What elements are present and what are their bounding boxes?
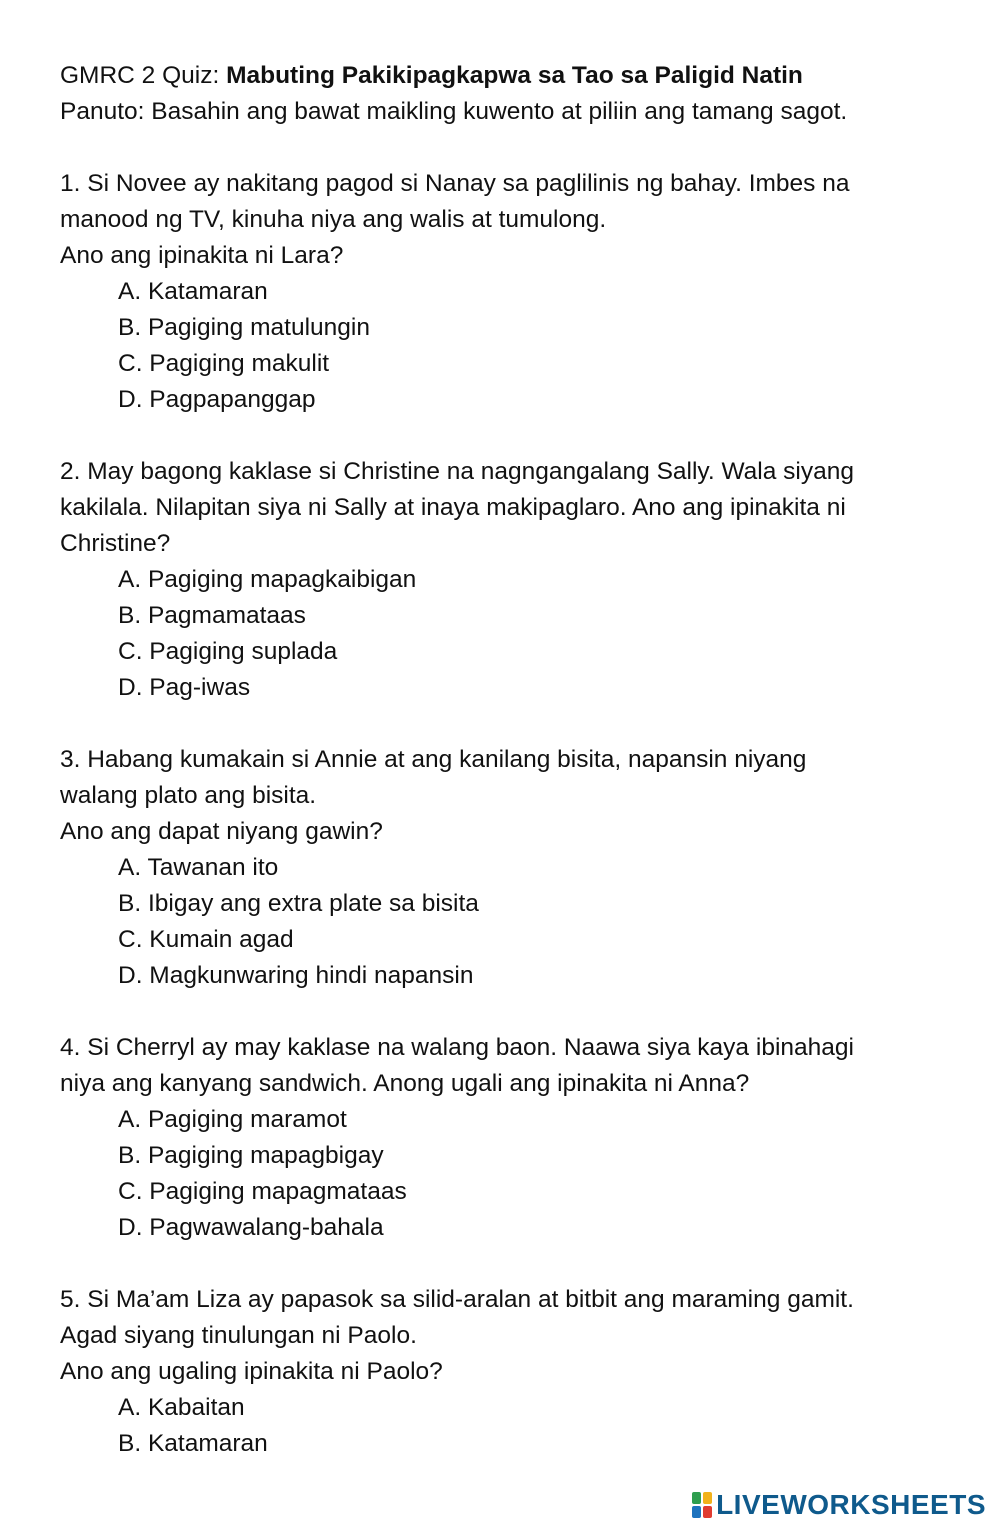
worksheet-page — [60, 58, 960, 1498]
answer-choice[interactable]: A. Katamaran — [118, 278, 268, 305]
question-text-line: niya ang kanyang sandwich. Anong ugali ang ipinakita ni Anna? — [60, 1070, 750, 1097]
question-text-line: Ano ang ugaling ipinakita ni Paolo? — [60, 1358, 443, 1385]
logo-square-icon — [692, 1506, 701, 1518]
question-text-line: manood ng TV, kinuha niya ang walis at tumulong. — [60, 206, 607, 233]
answer-choice[interactable]: D. Pagpapanggap — [118, 386, 316, 413]
worksheet-title — [60, 58, 960, 94]
question-3 — [60, 742, 960, 994]
question-list — [60, 166, 960, 1462]
question-text-line: 5. Si Ma’am Liza ay papasok sa silid-aralan at bitbit ang maraming gamit. — [60, 1286, 854, 1313]
question-text-line: 2. May bagong kaklase si Christine na nagngangalang Sally. Wala siyang — [60, 458, 855, 485]
answer-choice[interactable]: B. Pagiging matulungin — [118, 314, 370, 341]
question-text-line: 1. Si Novee ay nakitang pagod si Nanay sa paglilinis ng bahay. Imbes na — [60, 170, 850, 197]
instructions: Panuto: Basahin ang bawat maikling kuwento at piliin ang tamang sagot. — [60, 98, 848, 125]
logo-mark-icon — [692, 1492, 712, 1518]
answer-choice[interactable]: A. Kabaitan — [118, 1394, 245, 1421]
choice-list — [60, 562, 960, 706]
question-text-line: Agad siyang tinulungan ni Paolo. — [60, 1322, 417, 1349]
answer-choice[interactable]: A. Pagiging maramot — [118, 1106, 347, 1133]
answer-choice[interactable]: A. Pagiging mapagkaibigan — [118, 566, 417, 593]
answer-choice[interactable]: C. Pagiging mapagmataas — [118, 1178, 407, 1205]
liveworksheets-logo — [692, 1489, 986, 1521]
answer-choice[interactable]: C. Kumain agad — [118, 926, 294, 953]
choice-list — [60, 274, 960, 418]
question-text-line: Christine? — [60, 530, 171, 557]
logo-square-icon — [703, 1506, 712, 1518]
answer-choice[interactable]: C. Pagiging makulit — [118, 350, 330, 377]
question-text-line: kakilala. Nilapitan siya ni Sally at inaya makipaglaro. Ano ang ipinakita ni — [60, 494, 846, 521]
title-topic: Mabuting Pakikipagkapwa sa Tao sa Paligid Natin — [226, 62, 803, 89]
answer-choice[interactable]: B. Ibigay ang extra plate sa bisita — [118, 890, 479, 917]
answer-choice[interactable]: A. Tawanan ito — [118, 854, 279, 881]
answer-choice[interactable]: D. Pagwawalang-bahala — [118, 1214, 384, 1241]
answer-choice[interactable]: B. Pagiging mapagbigay — [118, 1142, 384, 1169]
answer-choice[interactable]: B. Katamaran — [118, 1430, 268, 1457]
logo-text: LIVEWORKSHEETS — [716, 1489, 986, 1520]
question-5 — [60, 1282, 960, 1462]
answer-choice[interactable]: B. Pagmamataas — [118, 602, 306, 629]
question-text-line: 4. Si Cherryl ay may kaklase na walang baon. Naawa siya kaya ibinahagi — [60, 1034, 854, 1061]
answer-choice[interactable]: C. Pagiging suplada — [118, 638, 338, 665]
question-2 — [60, 454, 960, 706]
question-text-line: Ano ang dapat niyang gawin? — [60, 818, 383, 845]
question-text-line: 3. Habang kumakain si Annie at ang kanilang bisita, napansin niyang — [60, 746, 807, 773]
answer-choice[interactable]: D. Pag-iwas — [118, 674, 251, 701]
question-4 — [60, 1030, 960, 1246]
logo-square-icon — [703, 1492, 712, 1504]
question-text-line: Ano ang ipinakita ni Lara? — [60, 242, 344, 269]
answer-choice[interactable]: D. Magkunwaring hindi napansin — [118, 962, 474, 989]
choice-list — [60, 1102, 960, 1246]
question-1 — [60, 166, 960, 418]
title-prefix: GMRC 2 Quiz: — [60, 62, 227, 89]
question-text-line: walang plato ang bisita. — [60, 782, 317, 809]
logo-square-icon — [692, 1492, 701, 1504]
choice-list — [60, 850, 960, 994]
choice-list — [60, 1390, 960, 1462]
